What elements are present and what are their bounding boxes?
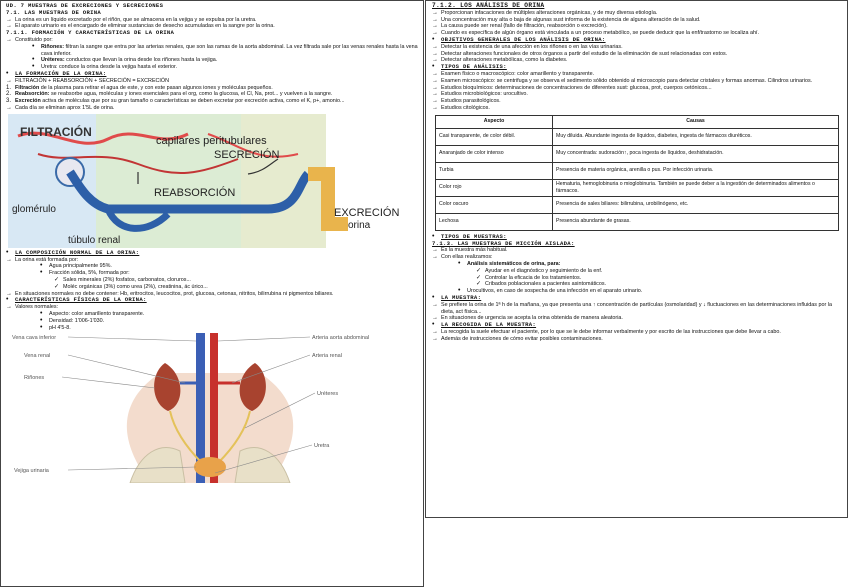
list-item: Cuando es específica de algún órgano está vinculada a un proceso metabólico, se puede deducir que la enf/trastorno se localiza ahí. — [441, 30, 759, 37]
label-aorta: Arteria aorta abdominal — [312, 335, 370, 342]
list-item: En situaciones de urgencia se acepta la orina obtenida de manera aleatoria. — [441, 315, 623, 322]
list-number: 1. — [6, 84, 12, 91]
bullet-icon: • — [432, 63, 435, 71]
table-row — [436, 213, 839, 230]
section-7-1-3: 7.1.3. LAS MUESTRAS DE MICCIÓN AISLADA: — [432, 239, 575, 247]
heading-composicion: LA COMPOSICIÓN NORMAL DE LA ORINA: — [15, 248, 140, 256]
label-glomerulo: glomérulo — [12, 203, 56, 215]
list-item: Una concentración muy alta o baja de algunas sust informa de la existencia de alguna alteración de la salud. — [441, 16, 701, 23]
arrow-icon: → — [432, 57, 438, 64]
label-vena-cava: Vena cava inferior — [12, 335, 57, 342]
bullet-icon: • — [6, 248, 9, 256]
arrow-icon: → — [432, 77, 438, 84]
table-cell: Muy diluida. Abundante ingesta de líquidos, diabetes, ingesta de fármacos diuréticos. — [553, 128, 839, 145]
bullet-icon: • — [32, 56, 35, 64]
list-item: Detectar la existencia de una afección en los riñones o en las vías urinarias. — [441, 43, 623, 50]
list-item: Análisis sistemáticos de orina, para: — [467, 260, 561, 267]
table-cell: Presencia abundante de grasas. — [553, 213, 839, 230]
table-cell: Presencia de sales biliares: bilirrubina, urobilinógeno, etc. — [553, 196, 839, 213]
arrow-icon: → — [6, 16, 12, 23]
list-item: Controlar la eficacia de los tratamientos. — [485, 274, 582, 281]
label-tubulo: túbulo renal — [68, 234, 121, 246]
arrow-icon: → — [6, 104, 12, 111]
label-capilares: capilares peritubulares — [156, 134, 267, 147]
bullet-icon: • — [432, 35, 435, 43]
table-row — [436, 196, 839, 213]
section-7-1: 7.1. LAS MUESTRAS DE ORINA — [6, 8, 102, 16]
section-7-1-2: 7.1.2. LOS ANÁLISIS DE ORINA — [432, 2, 545, 9]
list-item: Uretra: conduce la orina desde la vejiga hasta el exterior. — [41, 64, 178, 71]
list-item: Urocultivos, en caso de sospecha de una infección en el aparato urinario. — [467, 288, 643, 295]
left-column: UD. 7 MUESTRAS DE EXCRECIONES Y SECRECIONES 7.1. LAS MUESTRAS DE ORINA → La orina es un líquido excretado por el riñón, que se almacena en la vejiga y se expulsa por la uretra. → El aparato urinario es el encargado de eliminar sustancias de desecho acumuladas en la sangre por la orina. 7.1.1. FORMACIÓN Y CARACTERÍSTICAS DE LA ORINA → Constituido por: • Riñones: filtran la sangre que entra por las arterias renales, que son las ramas de la aorta abdominal. La vez filtrada sale por las venas renales hasta la vena cava inferior. • Uréteres: conductos que llevan la orina desde los riñones hasta la vejiga. • Uretra: conduce la orina desde la vejiga hasta el exterior. • LA FORMACIÓN DE LA ORINA: → FILTRACIÓN + REABSORCIÓN + SECRECIÓN = EXCRECIÓN 1. Filtración de la plasma para retirar el agua de este, y con este pasan algunos iones y moléculas pequeños. 2. Reabsorción: se reabsorbe agua, moléculas y iones esenciales para el org, como la glucosa, el Cl, Na, prot... y vuelven a la sangre. 3. Excreción activa de moléculas que por su gran tamaño o características se deben excretar por excreción activa, como el K, p+, amonio... → Cada día se eliminan aprox 1'5L de orina. FILTRACIÓN capilares peritubulares SECRECIÓN REABSORCIÓN glomérulo EXCRECIÓN orina túbulo renal • LA COMPOSICIÓN NORMAL DE LA ORINA: → La orina está formada por: • Agua principalmente 95%. • Fracción sólida, 5%, formada por: ✓ Sales minerales (2%) fosfatos, carbonatos, cloruros... ✓ Moléc orgánicas (3%) como urea (2%), creatinina, ác úrico... → En situaciones normales no debe contener: Hb, eritrocitos, leucocitos, prot, glucosa, cetonas, nitritos, bilirrubina ni pigmentos biliares. • CARACTERÍSTICAS FÍSICAS DE LA ORINA: → Valores normales: • Aspecto: color amarillento transparente. • Densidad: 1'006-1'030. • pH 4'5-8. Vena cava inferior Vena renal Riñones Vejiga urinaria Arteria aorta abdominal Arteria renal Uréteres Uretra — [0, 0, 424, 587]
bullet-icon: • — [6, 296, 9, 304]
arrow-icon: → — [432, 91, 438, 98]
table-cell: Anaranjado de color intenso — [436, 145, 553, 162]
label-orina: orina — [348, 219, 371, 231]
arrow-icon: → — [6, 256, 12, 263]
bullet-icon: • — [6, 69, 9, 77]
list-item: Moléc orgánicas (3%) como urea (2%), creatinina, ác úrico... — [63, 283, 208, 290]
list-item: Proporcionan infacaciones de múltiples alteraciones orgánicas, y de muy diversa etiología. — [441, 9, 658, 16]
arrow-icon: → — [432, 254, 438, 261]
arrow-icon: → — [432, 84, 438, 91]
bullet-icon: • — [40, 323, 43, 331]
bullet-icon: • — [432, 321, 435, 329]
nephron-diagram-svg — [8, 114, 416, 248]
table-cell: Lechosa — [436, 213, 553, 230]
aspect-table — [435, 115, 839, 231]
list-item: Uréteres: conductos que llevan la orina desde los riñones hasta la vejiga. — [41, 57, 218, 64]
list-item: Se prefiere la orina de 1ª h de la mañana, ya que presenta una ↑ concentración de partículas (osmolaridad) y ↓ fluctuaciones en las determinaciones influidas por la dieta, act física... — [441, 301, 832, 315]
list-item: Estudios microbiológicos: urocultivo. — [441, 91, 528, 98]
list-item: Detectar alteraciones funcionales de otros órganos a partir del estudio de la eliminación de sust relacionadas con estos. — [441, 50, 728, 57]
label-excrecion: EXCRECIÓN — [334, 206, 400, 219]
check-icon: ✓ — [476, 267, 482, 274]
list-item: La recogida la suele efectuar el paciente, por lo que se le debe informar verbalmente y por escrito de las instrucciones que debe llevar a cabo. — [441, 328, 781, 335]
list-item: Examen físico o macroscópico: color amarillento y transparente. — [441, 70, 595, 77]
list-item: Además de instrucciones de cómo evitar posibles contaminaciones. — [441, 335, 603, 342]
label-filtracion: FILTRACIÓN — [20, 124, 92, 139]
list-number: 2. — [6, 91, 12, 98]
arrow-icon: → — [432, 328, 438, 335]
check-icon: ✓ — [54, 283, 60, 290]
bullet-icon: • — [458, 259, 461, 267]
arrow-icon: → — [432, 16, 438, 23]
list-item: Densidad: 1'006-1'030. — [49, 317, 105, 324]
arrow-icon: → — [6, 77, 12, 84]
list-item: Sales minerales (2%) fosfatos, carbonatos, cloruros... — [63, 276, 191, 283]
check-icon: ✓ — [476, 281, 482, 288]
list-item: Con ellas realizamos: — [441, 254, 493, 261]
list-item: La causa puede ser renal (fallo de filtración, reabsorción o excreción). — [441, 23, 608, 30]
table-header: Aspecto — [436, 115, 553, 128]
arrow-icon: → — [6, 290, 12, 297]
list-item: Valores normales: — [15, 304, 59, 311]
table-row — [436, 145, 839, 162]
list-item: Estudios citológicos. — [441, 104, 490, 111]
bullet-icon: • — [458, 287, 461, 295]
arrow-icon: → — [432, 98, 438, 105]
list-item: Fracción sólida, 5%, formada por: — [49, 270, 130, 277]
unit-title: UD. 7 MUESTRAS DE EXCRECIONES Y SECRECIONES — [6, 2, 164, 9]
bullet-icon: • — [40, 269, 43, 277]
list-item: Examen microscópico: se centrifuga y se observa el sedimento sólido obtenido al microscopio para detectar cristales y formas anormas. Cilindros urinarios. — [441, 77, 813, 84]
list-item: En situaciones normales no debe contener: Hb, eritrocitos, leucocitos, prot, glucosa, cetonas, nitritos, bilirrubina ni pigmentos biliares. — [15, 290, 334, 297]
arrow-icon: → — [432, 30, 438, 37]
list-item: El aparato urinario es el encargado de eliminar sustancias de desecho acumuladas en la sangre por la orina. — [15, 23, 275, 30]
list-item: pH 4'5-8. — [49, 324, 71, 331]
table-cell: Casi transparente, de color débil. — [436, 128, 553, 145]
bullet-icon: • — [40, 316, 43, 324]
heading-la-muestra: LA MUESTRA: — [441, 293, 482, 301]
arrow-icon: → — [432, 335, 438, 342]
bullet-icon: • — [40, 309, 43, 317]
table-row — [436, 179, 839, 196]
table-header-row — [436, 115, 839, 128]
label-rinones: Riñones — [24, 375, 45, 382]
list-item: Riñones: filtran la sangre que entra por las arterias renales, que son las ramas de la aorta abdominal. La vez filtrada sale por las venas renales hasta la vena cava inferior. — [41, 43, 418, 57]
arrow-icon: → — [432, 50, 438, 57]
heading-fisicas: CARACTERÍSTICAS FÍSICAS DE LA ORINA: — [15, 296, 147, 304]
label-arteria-renal: Arteria renal — [312, 353, 342, 360]
heading-recogida: LA RECOGIDA DE LA MUESTRA: — [441, 321, 537, 329]
list-item: Es la muestra más habitual. — [441, 247, 508, 254]
arrow-icon: → — [432, 104, 438, 111]
bullet-icon: • — [32, 63, 35, 71]
table-header: Causas — [553, 115, 839, 128]
bullet-icon: • — [40, 262, 43, 270]
arrow-icon: → — [432, 315, 438, 322]
urinary-anatomy-svg — [10, 333, 410, 483]
list-item: Estudios bioquímicos: determinaciones de concentraciones de diferentes sust: glucosa, prot, cuerpos cetónicos... — [441, 84, 712, 91]
heading-formacion: LA FORMACIÓN DE LA ORINA: — [15, 69, 107, 77]
section-7-1-1: 7.1.1. FORMACIÓN Y CARACTERÍSTICAS DE LA ORINA — [6, 29, 175, 37]
check-icon: ✓ — [54, 276, 60, 283]
right-column — [425, 0, 848, 518]
label-uretra: Uretra — [314, 443, 330, 450]
heading-objetivos: OBJETIVOS GENERALES DE LOS ANÁLISIS DE ORINA: — [441, 35, 606, 43]
bullet-icon: • — [32, 42, 35, 50]
arrow-icon: → — [432, 70, 438, 77]
check-icon: ✓ — [476, 274, 482, 281]
list-item: Detectar alteraciones metabólicas, como la diabetes. — [441, 57, 568, 64]
bullet-icon: • — [432, 293, 435, 301]
list-item: La orina es un líquido excretado por el riñón, que se almacena en la vejiga y se expulsa por la uretra. — [15, 16, 257, 23]
label-ureteres: Uréteres — [317, 391, 339, 398]
list-item: Aspecto: color amarillento transparente. — [49, 310, 145, 317]
bullet-icon: • — [432, 232, 435, 240]
table-cell: Hematuria, hemoglobinuria o mioglobinuria. También se puede deber a la ingestión de determinados alimentos o fármacos. — [553, 179, 839, 196]
table-row — [436, 162, 839, 179]
table-cell: Muy concentrada: sudoración↑, poca ingesta de líquidos, deshidratación. — [553, 145, 839, 162]
label-secrecion: SECRECIÓN — [214, 148, 280, 161]
list-item: La orina está formada por: — [15, 256, 79, 263]
list-item: Ayudar en el diagnóstico y seguimiento de la enf. — [485, 267, 603, 274]
list-number: 3. — [6, 98, 12, 105]
label-vena-renal: Vena renal — [24, 353, 51, 360]
list-item: Cada día se eliminan aprox 1'5L de orina. — [15, 104, 115, 111]
list-item: Estudios parasitológicos. — [441, 98, 501, 105]
label-vejiga: Vejiga urinaria — [14, 468, 49, 475]
list-item: Constituido por: — [15, 36, 53, 43]
heading-tipos-analisis: TIPOS DE ANÁLISIS: — [441, 63, 507, 71]
list-item: Cribados poblacionales a pacientes asintomáticos. — [485, 281, 607, 288]
arrow-icon: → — [432, 301, 438, 308]
heading-tipos-muestras: TIPOS DE MUESTRAS: — [441, 232, 507, 240]
table-row — [436, 128, 839, 145]
list-item: FILTRACIÓN + REABSORCIÓN + SECRECIÓN = EXCRECIÓN — [15, 77, 170, 84]
nephron-diagram — [8, 114, 416, 248]
arrow-icon: → — [6, 23, 12, 30]
table-cell: Turbia — [436, 162, 553, 179]
urinary-anatomy-figure — [10, 333, 410, 483]
arrow-icon: → — [432, 43, 438, 50]
label-reabsorcion: REABSORCIÓN — [154, 186, 236, 199]
arrow-icon: → — [6, 36, 12, 43]
arrow-icon: → — [432, 9, 438, 16]
table-cell: Color oscuro — [436, 196, 553, 213]
arrow-icon: → — [432, 23, 438, 30]
arrow-icon: → — [432, 247, 438, 254]
table-cell: Color rojo — [436, 179, 553, 196]
list-item: Agua principalmente 95%. — [49, 263, 112, 270]
arrow-icon: → — [6, 304, 12, 311]
table-cell: Presencia de materia orgánica, arenilla o pus. Por infección urinaria. — [553, 162, 839, 179]
